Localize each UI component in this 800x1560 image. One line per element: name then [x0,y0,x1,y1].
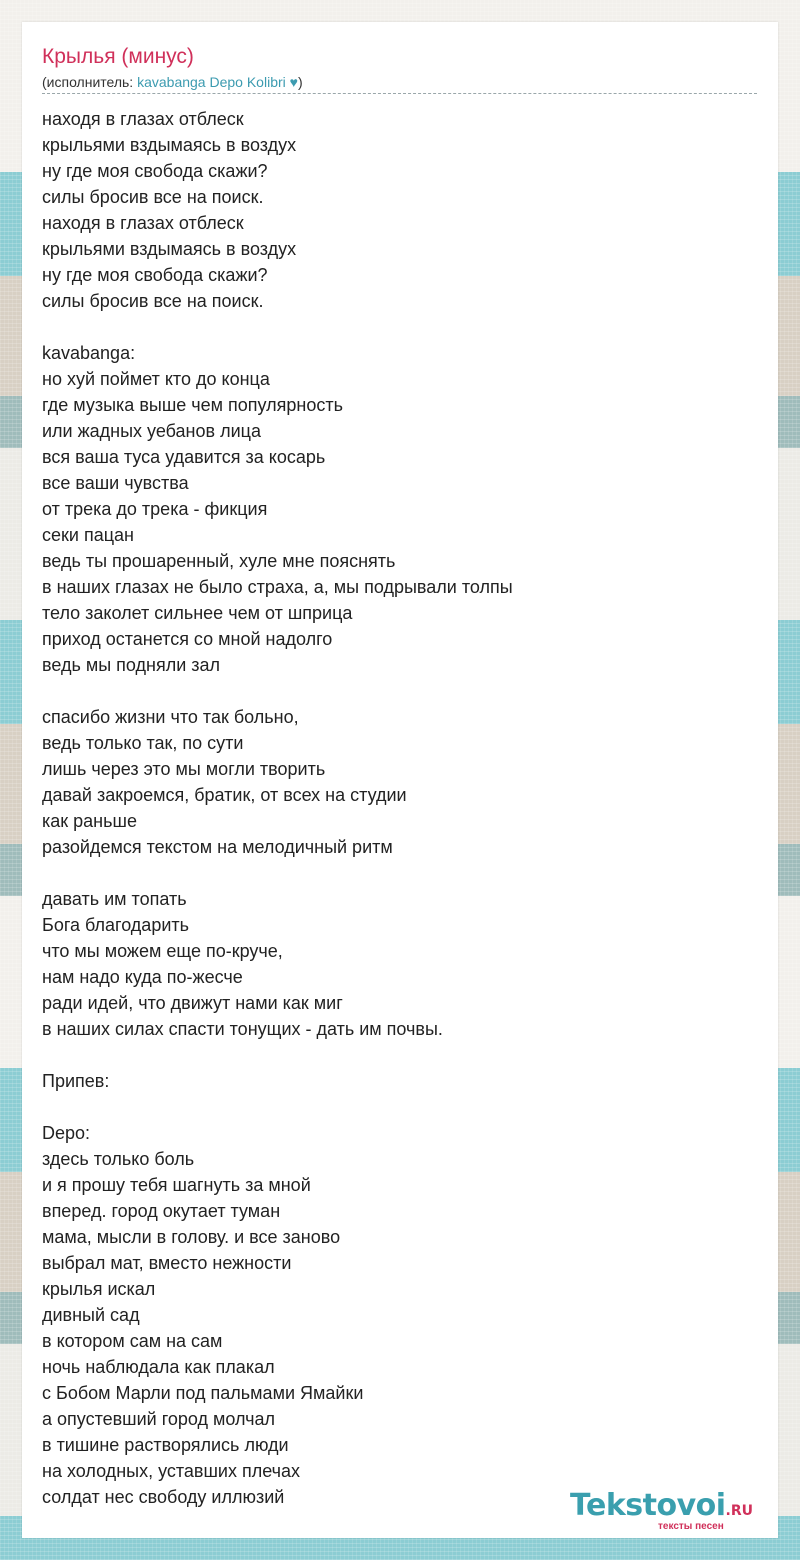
lyric-line: Припев: [42,1071,110,1091]
lyric-line: Depo: [42,1123,91,1143]
lyric-line [42,314,758,340]
lyric-line: как раньше [42,811,137,831]
lyric-line: ведь только так, по сути [42,733,244,753]
lyrics-text [42,106,758,1510]
lyric-line: где музыка выше чем популярность [42,395,343,415]
lyric-line: ну где моя свобода скажи? [42,161,268,181]
artist-suffix: ) [297,74,303,90]
lyric-line: ради идей, что движут нами как миг [42,993,343,1013]
lyric-line: давай закроемся, братик, от всех на студии [42,785,407,805]
lyric-line: крылья искал [42,1279,156,1299]
lyric-line: приход останется со мной надолго [42,629,333,649]
lyric-line: или жадных уебанов лица [42,421,261,441]
lyric-line: вся ваша туса удавится за косарь [42,447,326,467]
logo-tagline: тексты песен [658,1521,724,1532]
lyric-line: в наших глазах не было страха, а, мы подрывали толпы [42,577,513,597]
lyric-line: в котором сам на сам [42,1331,223,1351]
lyric-line: ведь ты прошаренный, хуле мне пояснять [42,551,396,571]
song-title: Крылья (минус) [42,45,194,68]
lyric-line: спасибо жизни что так больно, [42,707,299,727]
artist-prefix: (исполнитель: [42,74,138,90]
lyric-line: и я прошу тебя шагнуть за мной [42,1175,311,1195]
lyric-line: а опустевший город молчал [42,1409,276,1429]
logo-name: Tekstovoi [570,1488,726,1523]
lyric-line: с Бобом Марли под пальмами Ямайки [42,1383,364,1403]
lyric-line: находя в глазах отблеск [42,213,244,233]
heart-icon[interactable]: ♥ [289,74,298,90]
lyric-line: разойдемся текстом на мелодичный ритм [42,837,393,857]
lyric-line: давать им топать [42,889,187,909]
lyric-line: ну где моя свобода скажи? [42,265,268,285]
lyric-line: мама, мысли в голову. и все заново [42,1227,341,1247]
lyric-line: выбрал мат, вместо нежности [42,1253,292,1273]
lyric-line [42,860,758,886]
lyric-line: лишь через это мы могли творить [42,759,326,779]
lyric-line: силы бросив все на поиск. [42,187,264,207]
lyric-line: дивный сад [42,1305,140,1325]
lyric-line: Бога благодарить [42,915,190,935]
lyric-line: здесь только боль [42,1149,195,1169]
lyric-line: крыльями вздымаясь в воздух [42,239,297,259]
lyric-line: тело заколет сильнее чем от шприца [42,603,353,623]
lyric-line: ведь мы подняли зал [42,655,221,675]
lyric-line: но хуй поймет кто до конца [42,369,270,389]
lyric-line [42,678,758,704]
lyric-line: kavabanga: [42,343,136,363]
lyric-line: силы бросив все на поиск. [42,291,264,311]
lyric-line: что мы можем еще по-круче, [42,941,283,961]
lyric-line: на холодных, уставших плечах [42,1461,301,1481]
lyric-line: вперед. город окутает туман [42,1201,281,1221]
artist-line [42,73,757,94]
artist-links[interactable]: kavabanga Depo Kolibri [137,74,286,90]
site-logo[interactable] [570,1489,780,1535]
lyrics-card [22,22,778,1538]
lyric-line: солдат нес свободу иллюзий [42,1487,285,1507]
lyric-line: от трека до трека - фикция [42,499,268,519]
lyric-line: ночь наблюдала как плакал [42,1357,275,1377]
lyric-line: секи пацан [42,525,134,545]
lyric-line: в наших силах спасти тонущих - дать им почвы. [42,1019,443,1039]
lyric-line: нам надо куда по-жесче [42,967,243,987]
lyric-line [42,1094,758,1120]
logo-tld: .RU [725,1503,754,1519]
lyric-line: находя в глазах отблеск [42,109,244,129]
lyric-line: в тишине растворялись люди [42,1435,289,1455]
lyric-line [42,1042,758,1068]
lyric-line: крыльями вздымаясь в воздух [42,135,297,155]
lyric-line: все ваши чувства [42,473,189,493]
